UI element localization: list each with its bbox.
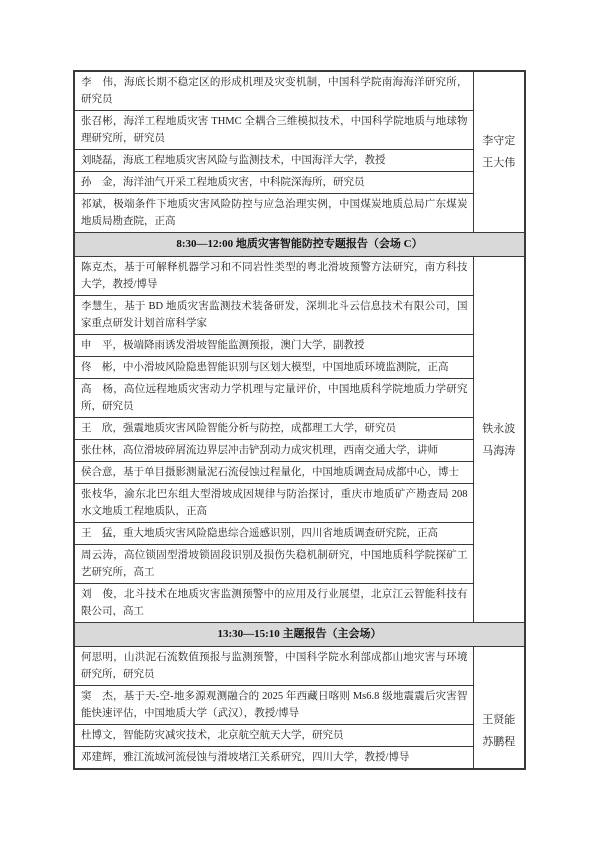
talk-cell: 张召彬，海洋工程地质灾害 THMC 全耦合三维模拟技术，中国科学院地质与地球物理研究所，研究员 — [74, 111, 473, 150]
session-header: 13:30—15:10 主题报告（主会场） — [74, 623, 525, 647]
session-header: 8:30—12:00 地质灾害智能防控专题报告（会场 C） — [74, 233, 525, 257]
talk-cell: 孙 金，海洋油气开采工程地质灾害，中科院深海所，研究员 — [74, 172, 473, 194]
chair-cell — [473, 71, 525, 233]
talk-cell: 李 伟，海底长期不稳定区的形成机理及灾变机制，中国科学院南海海洋研究所，研究员 — [74, 71, 473, 111]
talk-cell: 何思明，山洪泥石流数值预报与监测预警，中国科学院水利部成都山地灾害与环境研究所，研究员 — [74, 647, 473, 686]
talk-cell: 刘晓磊，海底工程地质灾害风险与监测技术，中国海洋大学，教授 — [74, 150, 473, 172]
talk-row — [74, 523, 525, 545]
talk-row — [74, 484, 525, 523]
talk-row — [74, 545, 525, 584]
chair-name: 李守定 — [482, 135, 516, 147]
talk-cell: 窦 杰，基于天-空-地多源观测融合的 2025 年西藏日喀则 Ms6.8 级地震震后灾害智能快速评估，中国地质大学（武汉），教授/博导 — [74, 686, 473, 725]
chair-name: 王贤能 — [482, 713, 516, 726]
talk-row — [74, 747, 525, 770]
session-header-row — [74, 623, 525, 647]
talk-cell: 邓建辉，雅江流域河流侵蚀与滑坡堵江关系研究，四川大学，教授/博导 — [74, 747, 473, 770]
talk-cell: 王 欣，强震地质灾害风险智能分析与防控，成都理工大学，研究员 — [74, 418, 473, 440]
talk-row — [74, 462, 525, 484]
talk-row — [74, 296, 525, 335]
chair-name: 苏鹏程 — [482, 735, 516, 748]
session-header-row — [74, 233, 525, 257]
talk-row — [74, 379, 525, 418]
talk-cell: 刘 俊，北斗技术在地质灾害监测预警中的应用及行业展望，北京江云智能科技有限公司，高工 — [74, 584, 473, 623]
talk-cell: 高 杨，高位远程地质灾害动力学机理与定量评价，中国地质科学院地质力学研究所，研究员 — [74, 379, 473, 418]
talk-cell: 祁斌，极端条件下地质灾害风险防控与应急治理实例，中国煤炭地质总局广东煤炭地质局勘查院，正高 — [74, 194, 473, 233]
talk-cell: 侯合意，基于单目摄影测量泥石流侵蚀过程量化，中国地质调查局成都中心，博士 — [74, 462, 473, 484]
talk-row — [74, 257, 525, 296]
talk-row — [74, 686, 525, 725]
talk-row — [74, 335, 525, 357]
chair-name: 王大伟 — [482, 157, 516, 169]
chair-cell — [473, 647, 525, 770]
talk-row — [74, 647, 525, 686]
chair-name: 马海涛 — [482, 444, 516, 457]
talk-row — [74, 194, 525, 233]
talk-cell: 张枝华，渝东北巴东组大型滑坡成因规律与防治探讨，重庆市地质矿产勘查局 208 水文地质工程地质队，正高 — [74, 484, 473, 523]
talk-row — [74, 357, 525, 379]
talk-cell: 张仕林，高位滑坡碎屑流边界层冲击铲刮动力成灾机理，西南交通大学，讲师 — [74, 440, 473, 462]
talk-row — [74, 111, 525, 150]
talk-cell: 王 猛，重大地质灾害风险隐患综合遥感识别，四川省地质调查研究院，正高 — [74, 523, 473, 545]
talk-cell: 杜博文，智能防灾减灾技术，北京航空航天大学，研究员 — [74, 725, 473, 747]
talk-row — [74, 71, 525, 111]
talk-row — [74, 440, 525, 462]
talk-cell: 周云涛，高位锁固型滑坡锁固段识别及损伤失稳机制研究，中国地质科学院探矿工艺研究所，高工 — [74, 545, 473, 584]
talk-cell: 佟 彬，中小滑坡风险隐患智能识别与区划大模型，中国地质环境监测院，正高 — [74, 357, 473, 379]
talk-cell: 陈克杰，基于可解释机器学习和不同岩性类型的粤北滑坡预警方法研究，南方科技大学，教授/博导 — [74, 257, 473, 296]
chair-name: 铁永波 — [482, 422, 516, 435]
talk-cell: 申 平，极端降雨诱发滑坡智能监测预报，澳门大学，副教授 — [74, 335, 473, 357]
conference-program-table — [73, 70, 526, 770]
talk-row — [74, 172, 525, 194]
talk-row — [74, 418, 525, 440]
talk-row — [74, 584, 525, 623]
chair-cell — [473, 257, 525, 623]
talk-row — [74, 725, 525, 747]
talk-row — [74, 150, 525, 172]
talk-cell: 李慧生，基于 BD 地质灾害监测技术装备研发，深圳北斗云信息技术有限公司，国家重点研发计划首席科学家 — [74, 296, 473, 335]
